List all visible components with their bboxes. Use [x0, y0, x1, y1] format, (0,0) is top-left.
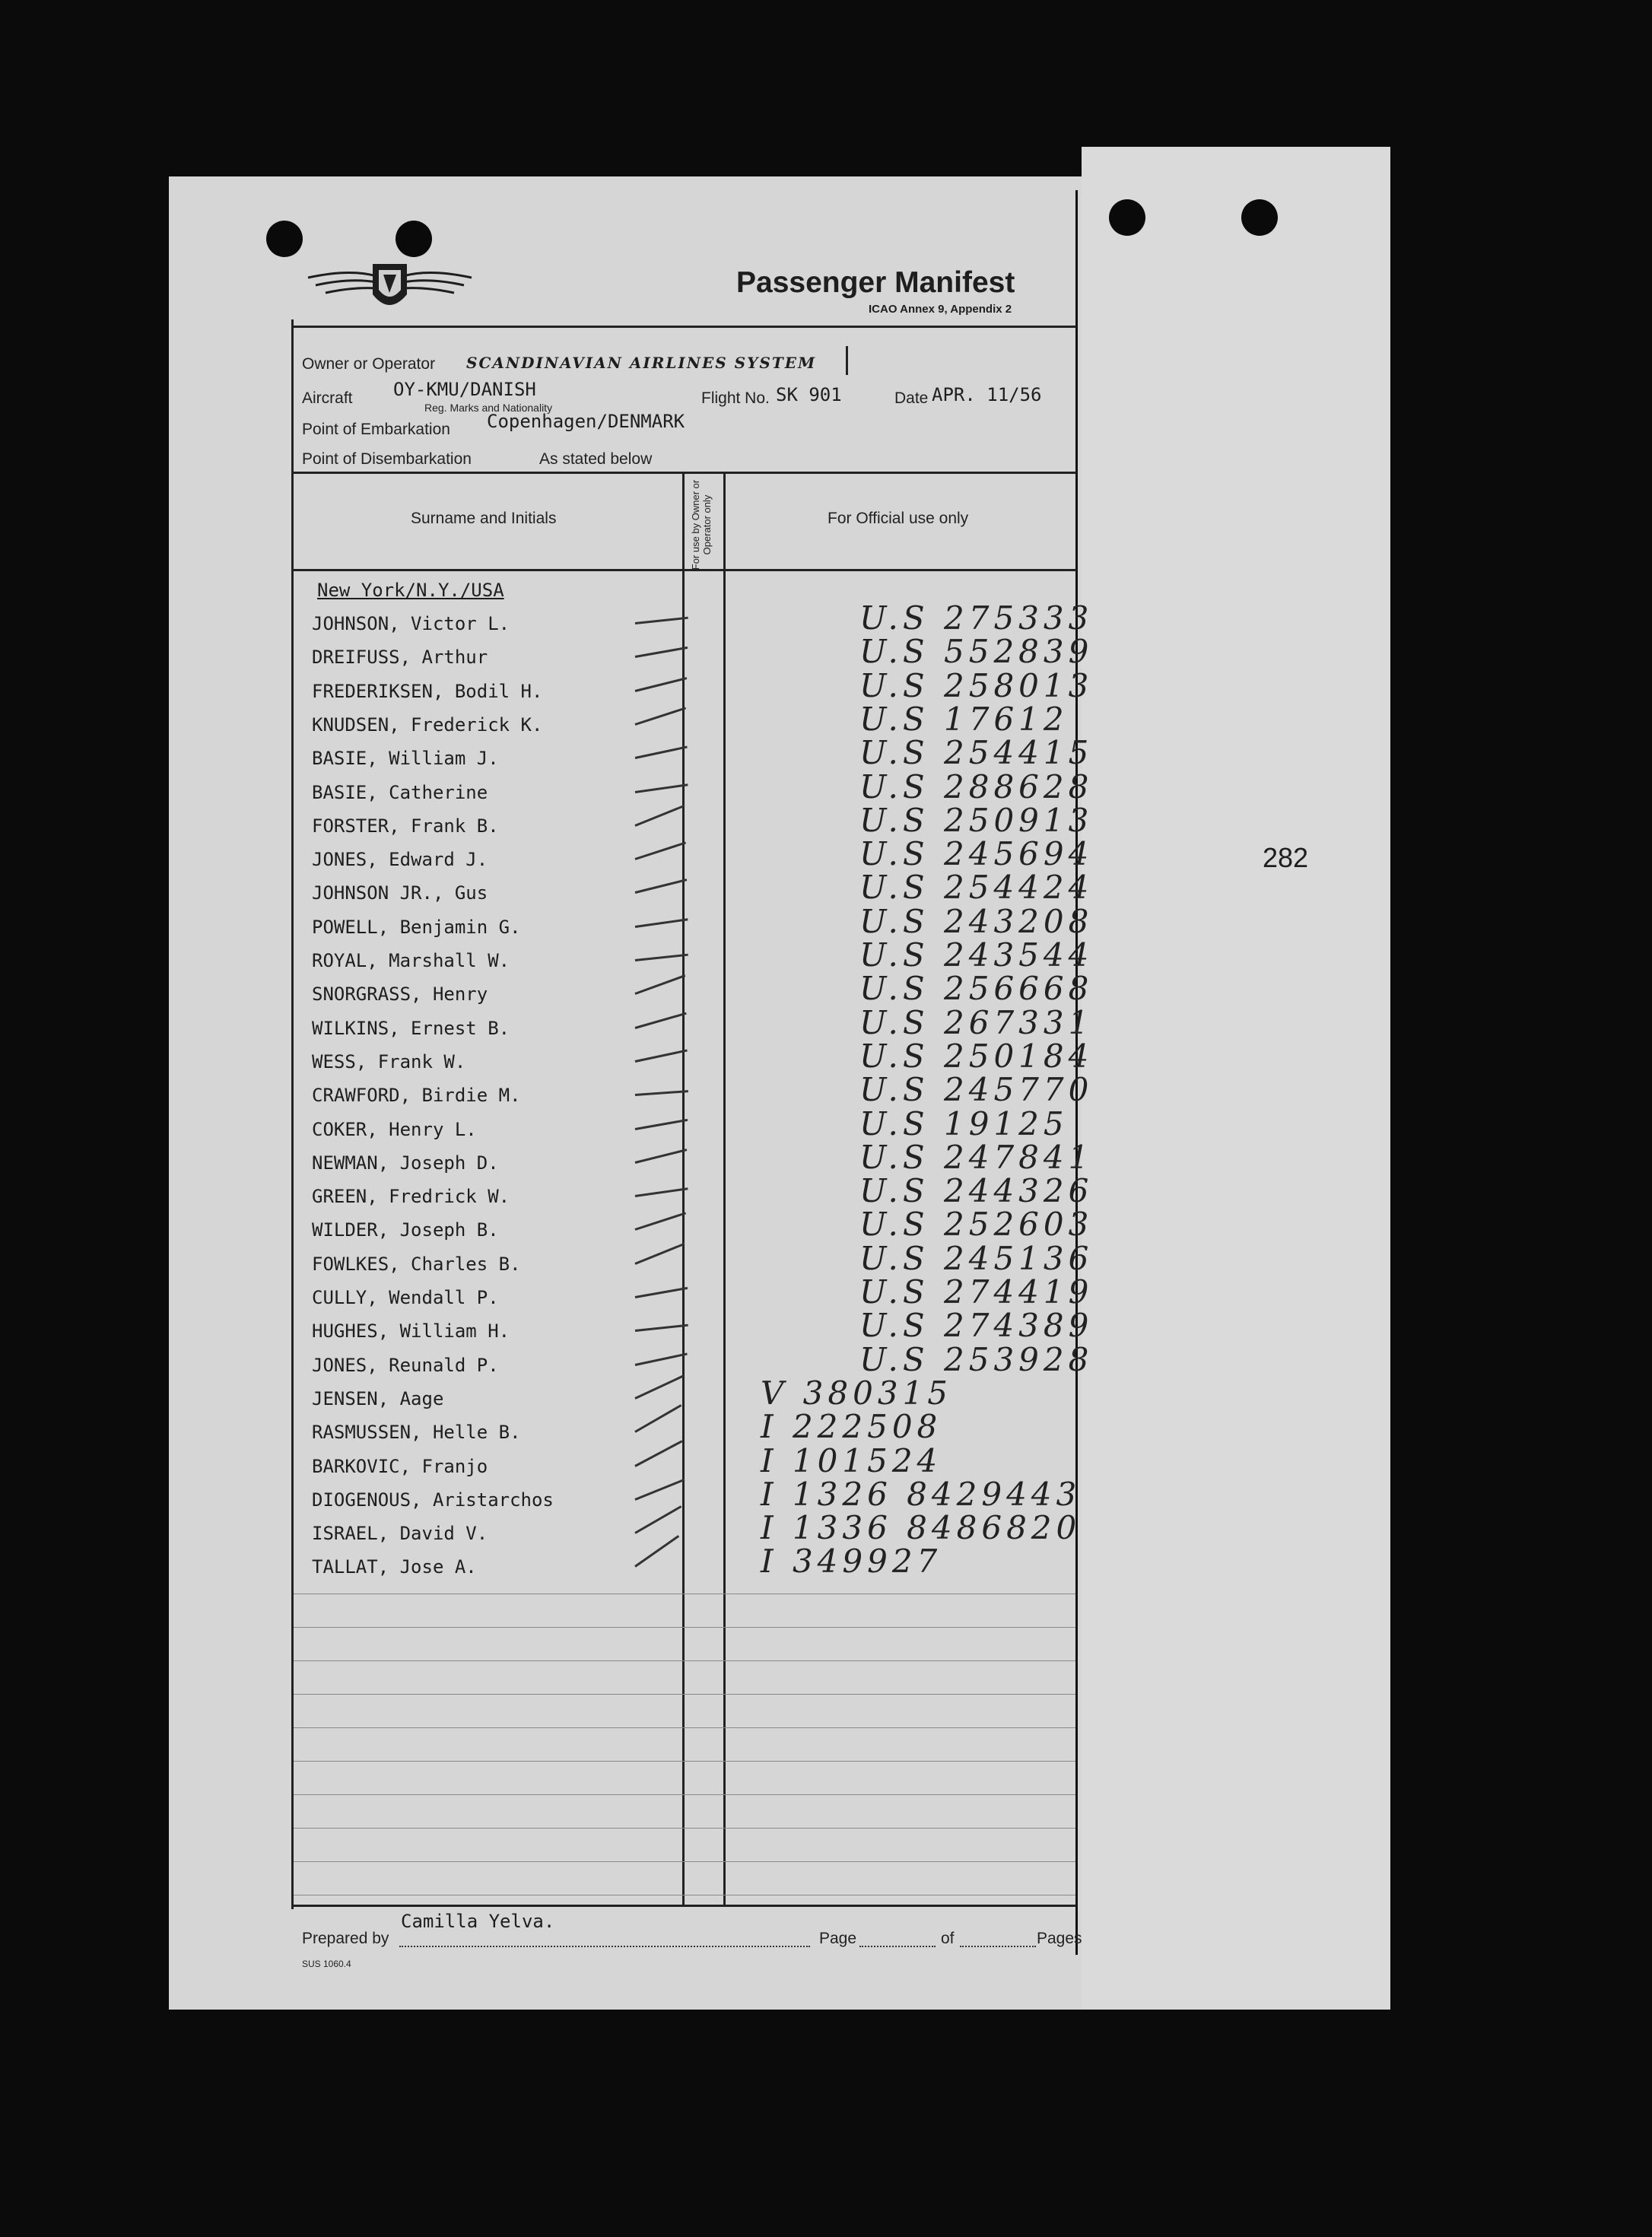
- owner-column-header: For use by Owner or Operator only: [690, 479, 713, 570]
- official-entry: U.S 258013: [859, 667, 1094, 704]
- flight-no-label: Flight No.: [701, 389, 770, 407]
- official-entry: U.S 245136: [859, 1240, 1094, 1277]
- official-entry: I 349927: [761, 1543, 942, 1580]
- passenger-name: WILKINS, Ernest B.: [312, 1018, 510, 1039]
- punch-hole: [1241, 199, 1278, 236]
- date-value: APR. 11/56: [932, 384, 1042, 405]
- blank-row-rule: [294, 1694, 1075, 1695]
- pages-label: Pages: [1037, 1930, 1082, 1947]
- official-entry: I 1336 8486820: [761, 1509, 1082, 1546]
- passenger-name: DIOGENOUS, Aristarchos: [312, 1489, 554, 1511]
- passenger-name: KNUDSEN, Frederick K.: [312, 714, 543, 736]
- official-entry: U.S 247841: [859, 1139, 1094, 1176]
- of-label: of: [941, 1930, 955, 1947]
- operator-value: SCANDINAVIAN AIRLINES SYSTEM: [466, 354, 817, 372]
- official-entry: U.S 552839: [859, 633, 1094, 670]
- passenger-name: CULLY, Wendall P.: [312, 1287, 499, 1308]
- blank-row-rule: [294, 1761, 1075, 1762]
- header-rule: [291, 472, 1076, 474]
- official-entry: U.S 274389: [859, 1307, 1094, 1344]
- official-column-header: For Official use only: [828, 510, 969, 527]
- official-entry: U.S 245770: [859, 1071, 1094, 1108]
- passenger-name: POWELL, Benjamin G.: [312, 917, 521, 938]
- passenger-name: JOHNSON, Victor L.: [312, 613, 510, 634]
- embarkation-value: Copenhagen/DENMARK: [487, 411, 685, 432]
- passenger-name: JENSEN, Aage: [312, 1388, 444, 1409]
- blank-row-rule: [294, 1627, 1075, 1628]
- passenger-name: RASMUSSEN, Helle B.: [312, 1422, 521, 1443]
- official-entry: U.S 17612: [859, 701, 1069, 738]
- form-title: Passenger Manifest: [736, 266, 1015, 299]
- passenger-name: FORSTER, Frank B.: [312, 815, 499, 837]
- passenger-name: BASIE, Catherine: [312, 782, 488, 803]
- sheet-number: 282: [1263, 842, 1309, 873]
- pages-line: [960, 1946, 1036, 1948]
- disembarkation-label: Point of Disembarkation: [302, 450, 472, 468]
- left-border: [291, 319, 294, 1909]
- passenger-name: SNORGRASS, Henry: [312, 983, 488, 1005]
- reg-marks-caption: Reg. Marks and Nationality: [424, 402, 553, 414]
- official-entry: U.S 250913: [859, 802, 1094, 839]
- header-rule: [291, 326, 1076, 328]
- owner-label: Owner or Operator: [302, 355, 436, 373]
- passenger-name: DREIFUSS, Arthur: [312, 647, 488, 668]
- aircraft-label: Aircraft: [302, 389, 353, 407]
- official-entry: U.S 250184: [859, 1037, 1094, 1075]
- official-entry: U.S 254424: [859, 869, 1094, 906]
- destination-heading: New York/N.Y./USA: [317, 580, 504, 601]
- passenger-name: ISRAEL, David V.: [312, 1523, 488, 1544]
- page-label: Page: [819, 1930, 857, 1947]
- official-entry: I 101524: [761, 1442, 942, 1479]
- blank-row-rule: [294, 1727, 1075, 1728]
- manifest-paper-margin: [1082, 147, 1390, 2010]
- passenger-name: FREDERIKSEN, Bodil H.: [312, 681, 543, 702]
- date-label: Date: [894, 389, 929, 407]
- passenger-name: WILDER, Joseph B.: [312, 1219, 499, 1241]
- blank-row-rule: [294, 1861, 1075, 1862]
- prepared-by-label: Prepared by: [302, 1930, 389, 1947]
- passenger-name: WESS, Frank W.: [312, 1051, 466, 1072]
- passenger-name: JONES, Reunald P.: [312, 1355, 499, 1376]
- official-entry: U.S 243544: [859, 936, 1094, 974]
- header-rule: [291, 569, 1076, 571]
- passenger-name: BASIE, William J.: [312, 748, 499, 769]
- surname-column-header: Surname and Initials: [411, 510, 557, 527]
- official-entry: U.S 254415: [859, 734, 1094, 771]
- footer-rule: [291, 1905, 1076, 1907]
- column-divider: [723, 473, 726, 1905]
- blank-row-rule: [294, 1794, 1075, 1795]
- passenger-name: HUGHES, William H.: [312, 1320, 510, 1342]
- prepared-by-line: [399, 1946, 810, 1948]
- blank-row-rule: [294, 1828, 1075, 1829]
- passenger-name: FOWLKES, Charles B.: [312, 1254, 521, 1275]
- official-entry: U.S 243208: [859, 903, 1094, 940]
- disembarkation-value: As stated below: [539, 450, 653, 468]
- official-entry: U.S 245694: [859, 835, 1094, 872]
- passenger-name: GREEN, Fredrick W.: [312, 1186, 510, 1207]
- preparer-name: Camilla Yelva.: [401, 1911, 555, 1932]
- embarkation-label: Point of Embarkation: [302, 421, 450, 438]
- official-entry: U.S 19125: [859, 1105, 1069, 1142]
- passenger-name: JOHNSON JR., Gus: [312, 882, 488, 904]
- official-entry: U.S 244326: [859, 1172, 1094, 1209]
- blank-row-rule: [294, 1660, 1075, 1661]
- official-entry: U.S 275333: [859, 599, 1094, 637]
- punch-hole: [266, 221, 303, 257]
- official-entry: U.S 267331: [859, 1004, 1094, 1041]
- aircraft-value: OY-KMU/DANISH: [393, 379, 536, 400]
- official-entry: I 222508: [761, 1408, 942, 1445]
- airline-wings-logo: [304, 255, 475, 323]
- flight-no-value: SK 901: [776, 384, 842, 405]
- official-entry: U.S 256668: [859, 970, 1094, 1007]
- form-subtitle: ICAO Annex 9, Appendix 2: [869, 303, 1012, 316]
- passenger-name: NEWMAN, Joseph D.: [312, 1152, 499, 1174]
- page-line: [859, 1946, 936, 1948]
- passenger-name: CRAWFORD, Birdie M.: [312, 1085, 521, 1106]
- official-entry: U.S 253928: [859, 1341, 1094, 1378]
- passenger-name: BARKOVIC, Franjo: [312, 1456, 488, 1477]
- form-code: SUS 1060.4: [302, 1959, 351, 1969]
- passenger-name: COKER, Henry L.: [312, 1119, 477, 1140]
- punch-hole: [1109, 199, 1145, 236]
- passenger-name: TALLAT, Jose A.: [312, 1556, 477, 1578]
- official-entry: I 1326 8429443: [761, 1476, 1082, 1513]
- official-entry: U.S 288628: [859, 768, 1094, 806]
- official-entry: U.S 252603: [859, 1206, 1094, 1243]
- official-entry: V 380315: [761, 1374, 953, 1412]
- punch-hole: [396, 221, 432, 257]
- official-entry: U.S 274419: [859, 1273, 1094, 1311]
- passenger-name: ROYAL, Marshall W.: [312, 950, 510, 971]
- operator-mark: [846, 346, 848, 375]
- passenger-name: JONES, Edward J.: [312, 849, 488, 870]
